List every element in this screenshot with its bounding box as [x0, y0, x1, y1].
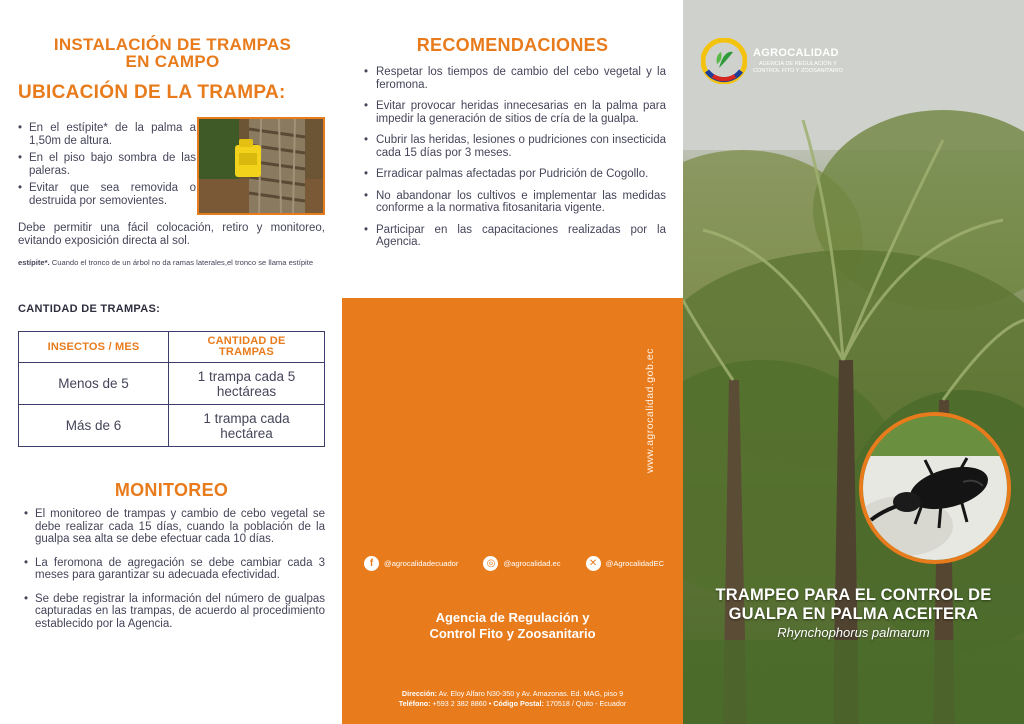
- x-icon: ✕: [586, 556, 601, 571]
- address-block: [342, 689, 683, 709]
- list-item: • Respetar los tiempos de cambio del cebo vegetal y la feromona.: [364, 66, 666, 91]
- social-instagram[interactable]: [483, 556, 560, 571]
- social-x[interactable]: [586, 556, 664, 571]
- table-cell: Más de 6: [19, 405, 169, 447]
- list-item: • La feromona de agregación se debe cambiar cada 3 meses para garantizar su adecuada efectividad.: [24, 557, 325, 582]
- table-header-row: [19, 332, 325, 363]
- list-item: • En el piso bajo sombra de las paleras.: [18, 152, 196, 177]
- cover-title-line: TRAMPEO PARA EL CONTROL DE: [715, 586, 992, 604]
- table-header-text: CANTIDAD DE TRAMPAS: [207, 335, 286, 358]
- phone-line: [342, 699, 683, 709]
- footnote-text: Cuando el tronco de un árbol no da ramas laterales,el tronco se llama estípite: [49, 258, 314, 267]
- logo-subtitle-line: AGENCIA DE REGULACIÓN Y: [758, 61, 837, 68]
- cover-title: [683, 586, 1024, 624]
- agency-name: [342, 610, 683, 641]
- location-list: [18, 122, 196, 212]
- list-item: • Participar en las capacitaciones realizadas por la Agencia.: [364, 224, 666, 249]
- monitoring-list: [24, 508, 325, 641]
- list-item: • Erradicar palmas afectadas por Pudrición de Cogollo.: [364, 168, 666, 181]
- instagram-icon: ◎: [483, 556, 498, 571]
- agrocalidad-emblem-icon: [701, 38, 747, 84]
- trap-quantity-table: [18, 331, 325, 447]
- trap-quantity-title: CANTIDAD DE TRAMPAS:: [18, 303, 161, 315]
- social-facebook[interactable]: [364, 556, 458, 571]
- installation-title: INSTALACIÓN DE TRAMPAS EN CAMPO: [53, 35, 292, 71]
- middle-panel: [342, 0, 683, 724]
- list-item: • No abandonar los cultivos e implementar las medidas conforme a la normativa fitosanitaria vigente.: [364, 190, 666, 215]
- footnote: [18, 258, 325, 267]
- recommendations-title: RECOMENDACIONES: [416, 35, 609, 55]
- address-line: [342, 689, 683, 699]
- social-label: @agrocalidadecuador: [384, 559, 459, 568]
- address-label: Dirección:: [401, 689, 438, 698]
- phone-value: +593 2 382 8860 •: [430, 699, 492, 708]
- social-label: @agrocalidad.ec: [503, 559, 561, 568]
- trap-photo: [197, 117, 325, 215]
- list-item: • Evitar que sea removida o destruida por semovientes.: [18, 182, 196, 207]
- address-value: Av. Eloy Alfaro N30-350 y Av. Amazonas. Ed. MAG, piso 9: [437, 689, 624, 698]
- location-paragraph: Debe permitir una fácil colocación, retiro y monitoreo, evitando exposición directa al sol.: [18, 222, 325, 247]
- table-header: INSECTOS / MES: [19, 332, 169, 363]
- monitoring-title: MONITOREO: [114, 480, 229, 500]
- table-cell-text: 1 trampa cada hectárea: [203, 410, 290, 441]
- agrocalidad-logo: [701, 38, 843, 84]
- facebook-icon: f: [364, 556, 379, 571]
- list-item: • Cubrir las heridas, lesiones o pudriciones con insecticida cada 15 días por 3 meses.: [364, 134, 666, 159]
- logo-subtitle-line: CONTROL FITO Y ZOOSANITARIO: [753, 68, 843, 74]
- table-row: [19, 363, 325, 405]
- table-cell-text: 1 trampa cada 5 hectáreas: [197, 368, 296, 399]
- table-row: [19, 405, 325, 447]
- postal-label: Código Postal:: [491, 699, 544, 708]
- table-cell: [169, 405, 325, 447]
- left-panel: [0, 0, 342, 724]
- footnote-term: estípite*.: [18, 258, 50, 267]
- phone-label: Teléfono:: [398, 699, 431, 708]
- list-item: • El monitoreo de trampas y cambio de cebo vegetal se debe realizar cada 15 días, cuando la población de la gualpa sea alta se debe efectuar cada 10 días.: [24, 508, 325, 546]
- palm-trunk-trap-image: [199, 119, 323, 213]
- agency-name-line: Control Fito y Zoosanitario: [429, 625, 596, 641]
- weevil-photo: [859, 412, 1011, 564]
- social-links: [364, 556, 664, 571]
- cover-panel: [683, 0, 1024, 724]
- list-item: • En el estípite* de la palma a 1,50m de altura.: [18, 122, 196, 147]
- table-cell: Menos de 5: [19, 363, 169, 405]
- logo-name: AGROCALIDAD: [753, 47, 839, 60]
- logo-text: [753, 47, 843, 75]
- agency-name-line: Agencia de Regulación y: [435, 610, 590, 625]
- social-label: @AgrocalidadEC: [605, 559, 664, 568]
- recommendations-list: [364, 66, 666, 258]
- location-title: UBICACIÓN DE LA TRAMPA:: [18, 82, 286, 103]
- list-item: • Se debe registrar la información del número de gualpas capturadas en las trampas, de acuerdo al procedimiento establecido por la Agencia.: [24, 593, 325, 631]
- table-header: [169, 332, 325, 363]
- cover-subtitle: Rhynchophorus palmarum: [777, 625, 930, 640]
- list-item: • Evitar provocar heridas innecesarias en la palma para impedir la generación de sitios de cría de la gualpa.: [364, 100, 666, 125]
- website-link[interactable]: www.agrocalidad.gob.ec: [644, 348, 656, 474]
- weevil-image: [863, 416, 1007, 560]
- contact-block: [342, 298, 683, 724]
- table-cell: [169, 363, 325, 405]
- logo-subtitle: [753, 61, 843, 75]
- postal-value: 170518 / Quito - Ecuador: [543, 699, 627, 708]
- cover-title-line: GUALPA EN PALMA ACEITERA: [728, 605, 979, 623]
